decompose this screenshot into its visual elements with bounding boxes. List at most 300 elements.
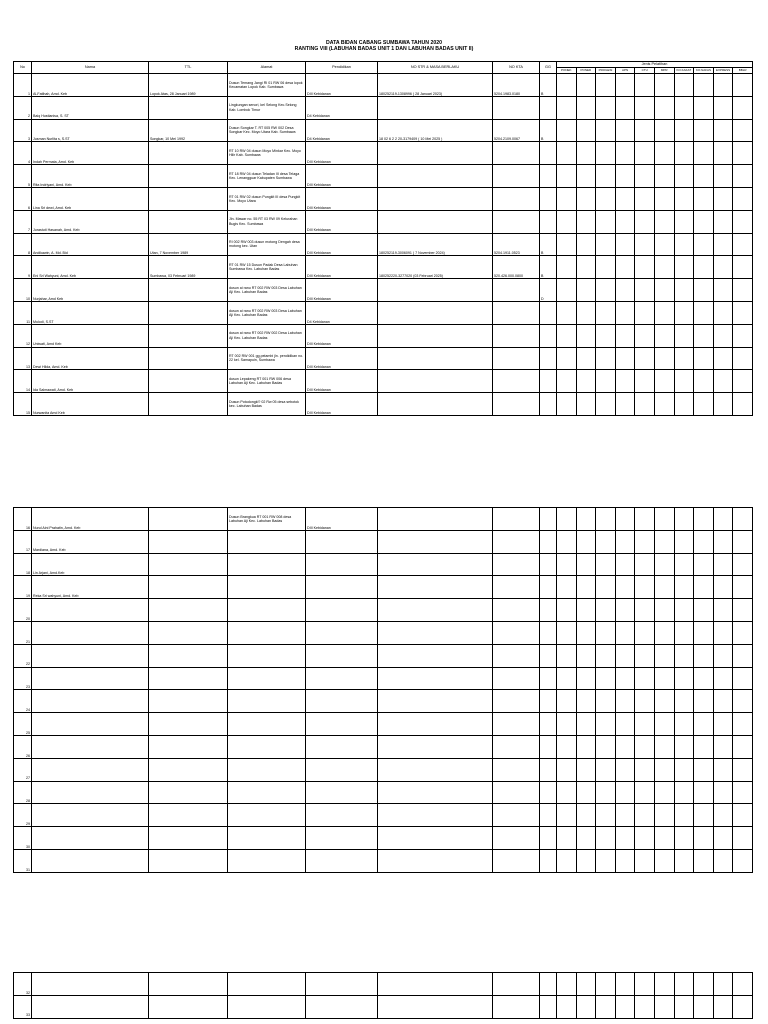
cell-pelatihan: [557, 713, 577, 736]
cell-no: 32: [14, 973, 32, 996]
cell-pelatihan: [713, 324, 733, 347]
cell-pelatihan: [557, 827, 577, 850]
table-row: [14, 973, 753, 996]
cell-pelatihan: [635, 279, 655, 302]
cell-nama: Rita Indriyani, Amd. Keb: [32, 165, 149, 188]
cell-pelatihan: [733, 690, 753, 713]
cell-nama: Eni Sri Wahyuni, Amd. Keb: [32, 256, 149, 279]
cell-pelatihan: [674, 74, 694, 97]
cell-pelatihan: [576, 74, 596, 97]
cell-pelatihan: [713, 758, 733, 781]
cell-pelatihan: [654, 370, 674, 393]
cell-pelatihan: [576, 644, 596, 667]
cell-pelatihan: [713, 804, 733, 827]
cell-pelatihan: [635, 973, 655, 996]
cell-pelatihan: [694, 973, 714, 996]
cell-pelatihan: [733, 804, 753, 827]
cell-no: 23: [14, 667, 32, 690]
cell-pelatihan: [635, 324, 655, 347]
cell-pelatihan: [674, 256, 694, 279]
table-row: [14, 96, 753, 119]
cell-no: 31: [14, 849, 32, 872]
cell-pelatihan: [596, 690, 616, 713]
cell-pelatihan: [557, 621, 577, 644]
table-row: [14, 621, 753, 644]
cell-pelatihan: [576, 301, 596, 324]
col-header-express: EXPRESS: [713, 68, 733, 74]
cell-gg: [540, 324, 557, 347]
cell-pelatihan: [557, 735, 577, 758]
cell-pelatihan: [596, 508, 616, 531]
table-row: [14, 599, 753, 622]
cell-ttl: [149, 530, 228, 553]
cell-alamat: [228, 995, 306, 1018]
cell-pelatihan: [654, 119, 674, 142]
cell-kta: [493, 301, 540, 324]
cell-pelatihan: [694, 187, 714, 210]
cell-str: 180252220-3277020 (03 Februari 2025): [378, 256, 493, 279]
cell-pelatihan: [654, 621, 674, 644]
cell-gg: [540, 187, 557, 210]
col-header-poned: PONED: [576, 68, 596, 74]
cell-nama: Jusman Nurlita s, S.ST: [32, 119, 149, 142]
cell-pelatihan: [576, 667, 596, 690]
cell-gg: [540, 621, 557, 644]
cell-pelatihan: [615, 827, 635, 850]
cell-nama: [32, 827, 149, 850]
cell-pelatihan: [596, 758, 616, 781]
cell-pelatihan: [733, 599, 753, 622]
cell-gg: B: [540, 233, 557, 256]
cell-pelatihan: [615, 74, 635, 97]
cell-pelatihan: [576, 713, 596, 736]
cell-kta: [493, 530, 540, 553]
cell-pelatihan: [557, 119, 577, 142]
cell-str: [378, 508, 493, 531]
cell-no: 26: [14, 735, 32, 758]
cell-pelatihan: [674, 827, 694, 850]
cell-pelatihan: [576, 804, 596, 827]
cell-nama: Mulodi, S.ST: [32, 301, 149, 324]
table-row: [14, 187, 753, 210]
cell-pelatihan: [615, 995, 635, 1018]
cell-gg: [540, 973, 557, 996]
cell-pelatihan: [654, 347, 674, 370]
cell-pelatihan: [654, 165, 674, 188]
table-row: [14, 279, 753, 302]
cell-pendidikan: [306, 644, 378, 667]
cell-str: [378, 142, 493, 165]
cell-no: 29: [14, 804, 32, 827]
cell-pelatihan: [557, 804, 577, 827]
cell-alamat: Lingkungan senori, kel Selong Kec.Selong Kab. Lombok Timur: [228, 96, 306, 119]
cell-pelatihan: [557, 667, 577, 690]
cell-pelatihan: [674, 758, 694, 781]
cell-pelatihan: [615, 142, 635, 165]
cell-pelatihan: [694, 233, 714, 256]
cell-alamat: RT 18 RW 04 dusun Teladan III desa Telaga Kec. Lenangguar Kabupaten Sumbawa: [228, 165, 306, 188]
cell-pelatihan: [733, 347, 753, 370]
table-row: [14, 301, 753, 324]
cell-pelatihan: [733, 324, 753, 347]
cell-gg: [540, 644, 557, 667]
cell-pelatihan: [694, 758, 714, 781]
cell-ttl: [149, 96, 228, 119]
cell-pelatihan: [615, 279, 635, 302]
cell-pelatihan: [654, 210, 674, 233]
cell-pelatihan: [713, 256, 733, 279]
cell-pelatihan: [674, 165, 694, 188]
cell-kta: [493, 279, 540, 302]
cell-nama: Al-Fatihah, Amd. Keb: [32, 74, 149, 97]
cell-gg: B: [540, 119, 557, 142]
cell-ttl: [149, 165, 228, 188]
cell-pelatihan: [615, 301, 635, 324]
cell-kta: [493, 781, 540, 804]
cell-gg: [540, 553, 557, 576]
cell-pelatihan: [576, 142, 596, 165]
cell-ttl: [149, 347, 228, 370]
cell-gg: B: [540, 74, 557, 97]
cell-pelatihan: [713, 995, 733, 1018]
cell-str: [378, 849, 493, 872]
table-row: [14, 370, 753, 393]
cell-str: [378, 553, 493, 576]
cell-pelatihan: [733, 279, 753, 302]
cell-pelatihan: [654, 758, 674, 781]
cell-no: 1: [14, 74, 32, 97]
cell-kta: [493, 827, 540, 850]
cell-alamat: [228, 644, 306, 667]
cell-pelatihan: [733, 735, 753, 758]
cell-pelatihan: [694, 74, 714, 97]
cell-ttl: [149, 279, 228, 302]
cell-pelatihan: [694, 347, 714, 370]
cell-pelatihan: [596, 210, 616, 233]
cell-pelatihan: [694, 324, 714, 347]
table-row: [14, 393, 753, 416]
cell-pelatihan: [557, 142, 577, 165]
cell-nama: [32, 735, 149, 758]
cell-pelatihan: [557, 256, 577, 279]
cell-ttl: [149, 301, 228, 324]
cell-kta: [493, 324, 540, 347]
cell-pelatihan: [733, 508, 753, 531]
cell-pelatihan: [615, 644, 635, 667]
cell-kta: [493, 370, 540, 393]
cell-pelatihan: [635, 370, 655, 393]
cell-nama: Jurastuti Hasanah, Amd. Keb: [32, 210, 149, 233]
cell-no: 18: [14, 553, 32, 576]
cell-gg: [540, 530, 557, 553]
cell-pelatihan: [694, 735, 714, 758]
cell-ttl: [149, 576, 228, 599]
cell-pelatihan: [615, 96, 635, 119]
cell-pelatihan: [674, 667, 694, 690]
cell-pelatihan: [576, 599, 596, 622]
cell-nama: Dewi Hilda, Amd. Keb: [32, 347, 149, 370]
cell-pelatihan: [596, 256, 616, 279]
cell-pelatihan: [576, 279, 596, 302]
cell-nama: [32, 758, 149, 781]
cell-pendidikan: [306, 804, 378, 827]
cell-pelatihan: [654, 74, 674, 97]
cell-gg: [540, 599, 557, 622]
col-header-ponek: PONEK: [557, 68, 577, 74]
cell-pelatihan: [576, 690, 596, 713]
table-row: [14, 995, 753, 1018]
cell-pelatihan: [596, 827, 616, 850]
cell-pelatihan: [713, 508, 733, 531]
cell-alamat: [228, 576, 306, 599]
cell-str: [378, 735, 493, 758]
cell-no: 7: [14, 210, 32, 233]
cell-alamat: RT 01 RW 15 Dusun Padak Desa Labuhan Sumbawa Kec. Labuhan Badas: [228, 256, 306, 279]
cell-pelatihan: [635, 119, 655, 142]
cell-pelatihan: [576, 119, 596, 142]
cell-nama: [32, 599, 149, 622]
cell-ttl: [149, 849, 228, 872]
cell-pelatihan: [576, 576, 596, 599]
cell-pelatihan: [596, 553, 616, 576]
cell-pelatihan: [635, 644, 655, 667]
cell-ttl: [149, 553, 228, 576]
cell-pelatihan: [694, 995, 714, 1018]
cell-pelatihan: [713, 370, 733, 393]
cell-pelatihan: [635, 165, 655, 188]
cell-pelatihan: [713, 165, 733, 188]
cell-nama: Nurul Aini Prahatin, Amd. Keb: [32, 508, 149, 531]
table-row: [14, 347, 753, 370]
cell-pelatihan: [615, 690, 635, 713]
cell-kta: [493, 393, 540, 416]
cell-kta: [493, 621, 540, 644]
cell-no: 17: [14, 530, 32, 553]
cell-no: 25: [14, 713, 32, 736]
cell-pelatihan: [635, 530, 655, 553]
cell-kta: [493, 804, 540, 827]
cell-ttl: [149, 187, 228, 210]
cell-pelatihan: [733, 827, 753, 850]
cell-pelatihan: [654, 96, 674, 119]
cell-alamat: [228, 667, 306, 690]
cell-gg: [540, 347, 557, 370]
cell-pelatihan: [615, 781, 635, 804]
cell-pelatihan: [674, 849, 694, 872]
cell-kta: [493, 713, 540, 736]
cell-pelatihan: [615, 347, 635, 370]
cell-no: 14: [14, 370, 32, 393]
cell-nama: Uniwati, Amd Keb: [32, 324, 149, 347]
cell-pelatihan: [635, 96, 655, 119]
cell-ttl: [149, 621, 228, 644]
cell-pelatihan: [654, 781, 674, 804]
col-header-apn: APN: [615, 68, 635, 74]
cell-pelatihan: [654, 644, 674, 667]
cell-nama: Lina Sri dewi, Amd. Keb: [32, 187, 149, 210]
cell-pelatihan: [733, 210, 753, 233]
cell-str: [378, 347, 493, 370]
cell-no: 8: [14, 233, 32, 256]
cell-pelatihan: [615, 735, 635, 758]
cell-pelatihan: [733, 187, 753, 210]
cell-str: [378, 210, 493, 233]
cell-pendidikan: DIII Kebidanan: [306, 187, 378, 210]
cell-str: [378, 324, 493, 347]
cell-pendidikan: DIII Kebidanan: [306, 165, 378, 188]
cell-pelatihan: [733, 758, 753, 781]
cell-nama: [32, 644, 149, 667]
cell-pelatihan: [557, 96, 577, 119]
cell-gg: B: [540, 256, 557, 279]
cell-pelatihan: [694, 165, 714, 188]
cell-pelatihan: [557, 576, 577, 599]
cell-ttl: [149, 210, 228, 233]
cell-pendidikan: [306, 530, 378, 553]
table-row: [14, 758, 753, 781]
cell-pelatihan: [654, 995, 674, 1018]
cell-nama: Andikawin, A. Md. Bid: [32, 233, 149, 256]
cell-pelatihan: [596, 644, 616, 667]
cell-kta: [493, 96, 540, 119]
cell-ttl: Utan, 7 November 1989: [149, 233, 228, 256]
cell-alamat: dusun ai ranu RT 002 RW 003 Desa Labuhan Aji Kec. Labuhan Badas: [228, 279, 306, 302]
cell-pelatihan: [713, 576, 733, 599]
cell-pelatihan: [557, 758, 577, 781]
cell-pelatihan: [615, 119, 635, 142]
cell-str: [378, 667, 493, 690]
cell-pelatihan: [557, 849, 577, 872]
cell-ttl: [149, 827, 228, 850]
cell-ttl: [149, 735, 228, 758]
cell-pelatihan: [733, 644, 753, 667]
cell-pelatihan: [713, 393, 733, 416]
cell-no: 30: [14, 827, 32, 850]
cell-ttl: [149, 508, 228, 531]
cell-pelatihan: [596, 781, 616, 804]
cell-pendidikan: [306, 621, 378, 644]
cell-pelatihan: [557, 995, 577, 1018]
cell-pelatihan: [576, 781, 596, 804]
cell-pelatihan: [635, 621, 655, 644]
cell-str: [378, 165, 493, 188]
cell-alamat: Dusun Temang Jangi RI 01 RW 06 desa lopok Kecamatan Lopok Kab. Sumbawa: [228, 74, 306, 97]
cell-pelatihan: [635, 599, 655, 622]
cell-pelatihan: [635, 667, 655, 690]
cell-pelatihan: [694, 781, 714, 804]
cell-pelatihan: [635, 781, 655, 804]
table-row: [14, 690, 753, 713]
cell-no: 3: [14, 119, 32, 142]
cell-str: [378, 690, 493, 713]
cell-pelatihan: [635, 301, 655, 324]
cell-pelatihan: [694, 530, 714, 553]
cell-gg: [540, 781, 557, 804]
cell-gg: [540, 735, 557, 758]
cell-pelatihan: [615, 370, 635, 393]
cell-no: 9: [14, 256, 32, 279]
cell-nama: Mardiana, Amd. Keb: [32, 530, 149, 553]
cell-pelatihan: [674, 119, 694, 142]
cell-pelatihan: [635, 690, 655, 713]
cell-pelatihan: [576, 973, 596, 996]
table-row: [14, 142, 753, 165]
col-header-pendidikan: Pendidikan: [306, 62, 378, 74]
cell-pelatihan: [674, 324, 694, 347]
cell-pelatihan: [576, 827, 596, 850]
cell-pelatihan: [694, 370, 714, 393]
cell-pendidikan: DIII Kebidanan: [306, 370, 378, 393]
cell-pendidikan: D4 Kebidanan: [306, 96, 378, 119]
cell-pelatihan: [674, 96, 694, 119]
cell-pelatihan: [713, 530, 733, 553]
col-header-mpr: MPR: [654, 68, 674, 74]
cell-pelatihan: [576, 347, 596, 370]
cell-ttl: [149, 995, 228, 1018]
cell-pelatihan: [557, 187, 577, 210]
bidan-table-page3: [13, 972, 753, 1019]
cell-str: [378, 370, 493, 393]
cell-pelatihan: [713, 347, 733, 370]
cell-no: 21: [14, 621, 32, 644]
cell-pelatihan: [615, 667, 635, 690]
cell-pelatihan: [674, 781, 694, 804]
cell-pendidikan: [306, 849, 378, 872]
table-row: [14, 530, 753, 553]
cell-pelatihan: [674, 301, 694, 324]
cell-pelatihan: [694, 713, 714, 736]
table-row: [14, 576, 753, 599]
cell-gg: [540, 690, 557, 713]
cell-nama: Lin Arjani, Amd.Keb: [32, 553, 149, 576]
cell-pelatihan: [713, 599, 733, 622]
cell-pelatihan: [576, 210, 596, 233]
cell-str: [378, 187, 493, 210]
cell-pelatihan: [596, 301, 616, 324]
table-row: [14, 667, 753, 690]
cell-alamat: [228, 530, 306, 553]
document-subtitle: RANTING VIII (LABUHAN BADAS UNIT 1 DAN LABUHAN BADAS UNIT II): [294, 46, 474, 52]
cell-pelatihan: [557, 347, 577, 370]
cell-nama: Reka Sri wahyuni, Amd. Keb: [32, 576, 149, 599]
cell-ttl: [149, 973, 228, 996]
cell-pelatihan: [733, 781, 753, 804]
cell-kta: [493, 142, 540, 165]
cell-kta: [493, 508, 540, 531]
cell-pelatihan: [654, 279, 674, 302]
cell-pelatihan: [557, 324, 577, 347]
cell-pelatihan: [635, 508, 655, 531]
cell-pelatihan: [615, 849, 635, 872]
cell-gg: [540, 995, 557, 1018]
cell-pelatihan: [733, 74, 753, 97]
cell-gg: D: [540, 279, 557, 302]
cell-str: [378, 621, 493, 644]
cell-pelatihan: [615, 804, 635, 827]
cell-alamat: RT 01 RW 02 dusun Pungkit III desa Pungkit Kec. Moyo Utara: [228, 187, 306, 210]
col-header-ctu: CTU: [635, 68, 655, 74]
cell-ttl: [149, 667, 228, 690]
cell-pelatihan: [615, 233, 635, 256]
document-title: DATA BIDAN CABANG SUMBAWA TAHUN 2020: [325, 40, 443, 46]
cell-no: 5: [14, 165, 32, 188]
cell-ttl: [149, 781, 228, 804]
cell-kta: [493, 995, 540, 1018]
cell-pelatihan: [635, 74, 655, 97]
table-row: [14, 119, 753, 142]
cell-pelatihan: [635, 713, 655, 736]
cell-pelatihan: [733, 553, 753, 576]
